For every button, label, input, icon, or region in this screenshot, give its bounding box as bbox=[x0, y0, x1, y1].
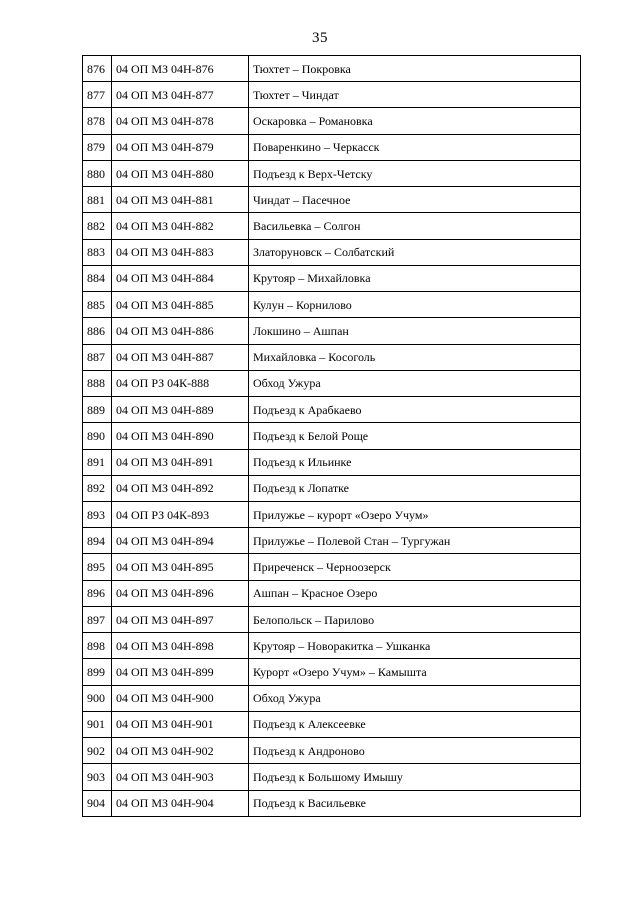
road-code-cell: 04 ОП МЗ 04Н-882 bbox=[112, 213, 249, 239]
row-number-cell: 890 bbox=[83, 423, 112, 449]
table-row bbox=[83, 685, 581, 711]
page-number: 35 bbox=[312, 30, 328, 46]
table-row bbox=[83, 790, 581, 816]
road-code-cell: 04 ОП РЗ 04К-893 bbox=[112, 501, 249, 527]
roads-table-body bbox=[83, 56, 581, 817]
road-code-cell: 04 ОП МЗ 04Н-903 bbox=[112, 764, 249, 790]
row-number-cell: 895 bbox=[83, 554, 112, 580]
road-code-cell: 04 ОП МЗ 04Н-878 bbox=[112, 108, 249, 134]
table-row bbox=[83, 318, 581, 344]
row-number-cell: 898 bbox=[83, 633, 112, 659]
table-row bbox=[83, 580, 581, 606]
road-name-cell: Подъезд к Арабкаево bbox=[249, 397, 581, 423]
row-number-cell: 880 bbox=[83, 160, 112, 186]
road-name-cell: Подъезд к Андроново bbox=[249, 738, 581, 764]
table-row bbox=[83, 160, 581, 186]
table-row bbox=[83, 528, 581, 554]
row-number-cell: 887 bbox=[83, 344, 112, 370]
road-code-cell: 04 ОП МЗ 04Н-890 bbox=[112, 423, 249, 449]
table-row bbox=[83, 108, 581, 134]
road-name-cell: Подъезд к Алексеевке bbox=[249, 711, 581, 737]
table-row bbox=[83, 738, 581, 764]
row-number-cell: 888 bbox=[83, 370, 112, 396]
road-code-cell: 04 ОП МЗ 04Н-896 bbox=[112, 580, 249, 606]
road-code-cell: 04 ОП МЗ 04Н-887 bbox=[112, 344, 249, 370]
road-code-cell: 04 ОП РЗ 04К-888 bbox=[112, 370, 249, 396]
road-name-cell: Поваренкино – Черкасск bbox=[249, 134, 581, 160]
table-row bbox=[83, 397, 581, 423]
road-code-cell: 04 ОП МЗ 04Н-901 bbox=[112, 711, 249, 737]
road-code-cell: 04 ОП МЗ 04Н-877 bbox=[112, 82, 249, 108]
road-name-cell: Подъезд к Верх-Четску bbox=[249, 160, 581, 186]
row-number-cell: 894 bbox=[83, 528, 112, 554]
road-name-cell: Подъезд к Белой Роще bbox=[249, 423, 581, 449]
row-number-cell: 879 bbox=[83, 134, 112, 160]
table-row bbox=[83, 344, 581, 370]
road-code-cell: 04 ОП МЗ 04Н-881 bbox=[112, 187, 249, 213]
roads-table bbox=[82, 55, 581, 817]
road-name-cell: Подъезд к Васильевке bbox=[249, 790, 581, 816]
road-name-cell: Ашпан – Красное Озеро bbox=[249, 580, 581, 606]
road-name-cell: Чиндат – Пасечное bbox=[249, 187, 581, 213]
road-code-cell: 04 ОП МЗ 04Н-899 bbox=[112, 659, 249, 685]
table-row bbox=[83, 554, 581, 580]
row-number-cell: 892 bbox=[83, 475, 112, 501]
row-number-cell: 897 bbox=[83, 606, 112, 632]
table-row bbox=[83, 265, 581, 291]
table-row bbox=[83, 187, 581, 213]
road-code-cell: 04 ОП МЗ 04Н-892 bbox=[112, 475, 249, 501]
road-name-cell: Крутояр – Новоракитка – Ушканка bbox=[249, 633, 581, 659]
row-number-cell: 899 bbox=[83, 659, 112, 685]
table-row bbox=[83, 370, 581, 396]
road-code-cell: 04 ОП МЗ 04Н-885 bbox=[112, 292, 249, 318]
row-number-cell: 904 bbox=[83, 790, 112, 816]
road-name-cell: Оскаровка – Романовка bbox=[249, 108, 581, 134]
table-row bbox=[83, 423, 581, 449]
table-row bbox=[83, 213, 581, 239]
row-number-cell: 903 bbox=[83, 764, 112, 790]
road-code-cell: 04 ОП МЗ 04Н-894 bbox=[112, 528, 249, 554]
road-code-cell: 04 ОП МЗ 04Н-891 bbox=[112, 449, 249, 475]
row-number-cell: 877 bbox=[83, 82, 112, 108]
road-name-cell: Васильевка – Солгон bbox=[249, 213, 581, 239]
road-code-cell: 04 ОП МЗ 04Н-883 bbox=[112, 239, 249, 265]
table-row bbox=[83, 659, 581, 685]
road-name-cell: Прилужье – курорт «Озеро Учум» bbox=[249, 501, 581, 527]
row-number-cell: 891 bbox=[83, 449, 112, 475]
road-name-cell: Тюхтет – Покровка bbox=[249, 56, 581, 82]
row-number-cell: 881 bbox=[83, 187, 112, 213]
row-number-cell: 889 bbox=[83, 397, 112, 423]
table-row bbox=[83, 239, 581, 265]
road-name-cell: Курорт «Озеро Учум» – Камышта bbox=[249, 659, 581, 685]
road-code-cell: 04 ОП МЗ 04Н-886 bbox=[112, 318, 249, 344]
road-code-cell: 04 ОП МЗ 04Н-902 bbox=[112, 738, 249, 764]
road-code-cell: 04 ОП МЗ 04Н-897 bbox=[112, 606, 249, 632]
road-name-cell: Кулун – Корнилово bbox=[249, 292, 581, 318]
table-row bbox=[83, 56, 581, 82]
road-name-cell: Обход Ужура bbox=[249, 370, 581, 396]
row-number-cell: 900 bbox=[83, 685, 112, 711]
row-number-cell: 878 bbox=[83, 108, 112, 134]
road-name-cell: Михайловка – Косоголь bbox=[249, 344, 581, 370]
row-number-cell: 896 bbox=[83, 580, 112, 606]
table-row bbox=[83, 134, 581, 160]
road-code-cell: 04 ОП МЗ 04Н-895 bbox=[112, 554, 249, 580]
row-number-cell: 876 bbox=[83, 56, 112, 82]
road-name-cell: Локшино – Ашпан bbox=[249, 318, 581, 344]
table-row bbox=[83, 292, 581, 318]
table-row bbox=[83, 82, 581, 108]
table-row bbox=[83, 764, 581, 790]
table-row bbox=[83, 475, 581, 501]
road-name-cell: Крутояр – Михайловка bbox=[249, 265, 581, 291]
table-row bbox=[83, 711, 581, 737]
table-row bbox=[83, 449, 581, 475]
row-number-cell: 884 bbox=[83, 265, 112, 291]
row-number-cell: 901 bbox=[83, 711, 112, 737]
road-name-cell: Подъезд к Лопатке bbox=[249, 475, 581, 501]
road-name-cell: Подъезд к Большому Имышу bbox=[249, 764, 581, 790]
row-number-cell: 885 bbox=[83, 292, 112, 318]
road-name-cell: Приреченск – Черноозерск bbox=[249, 554, 581, 580]
road-name-cell: Белопольск – Парилово bbox=[249, 606, 581, 632]
road-name-cell: Обход Ужура bbox=[249, 685, 581, 711]
row-number-cell: 883 bbox=[83, 239, 112, 265]
road-name-cell: Прилужье – Полевой Стан – Тургужан bbox=[249, 528, 581, 554]
road-code-cell: 04 ОП МЗ 04Н-884 bbox=[112, 265, 249, 291]
row-number-cell: 882 bbox=[83, 213, 112, 239]
road-code-cell: 04 ОП МЗ 04Н-880 bbox=[112, 160, 249, 186]
road-code-cell: 04 ОП МЗ 04Н-876 bbox=[112, 56, 249, 82]
row-number-cell: 902 bbox=[83, 738, 112, 764]
road-name-cell: Подъезд к Ильинке bbox=[249, 449, 581, 475]
road-code-cell: 04 ОП МЗ 04Н-904 bbox=[112, 790, 249, 816]
road-code-cell: 04 ОП МЗ 04Н-898 bbox=[112, 633, 249, 659]
table-row bbox=[83, 606, 581, 632]
road-code-cell: 04 ОП МЗ 04Н-900 bbox=[112, 685, 249, 711]
road-code-cell: 04 ОП МЗ 04Н-889 bbox=[112, 397, 249, 423]
table-row bbox=[83, 633, 581, 659]
table-row bbox=[83, 501, 581, 527]
row-number-cell: 886 bbox=[83, 318, 112, 344]
row-number-cell: 893 bbox=[83, 501, 112, 527]
road-name-cell: Тюхтет – Чиндат bbox=[249, 82, 581, 108]
road-name-cell: Златоруновск – Солбатский bbox=[249, 239, 581, 265]
road-code-cell: 04 ОП МЗ 04Н-879 bbox=[112, 134, 249, 160]
